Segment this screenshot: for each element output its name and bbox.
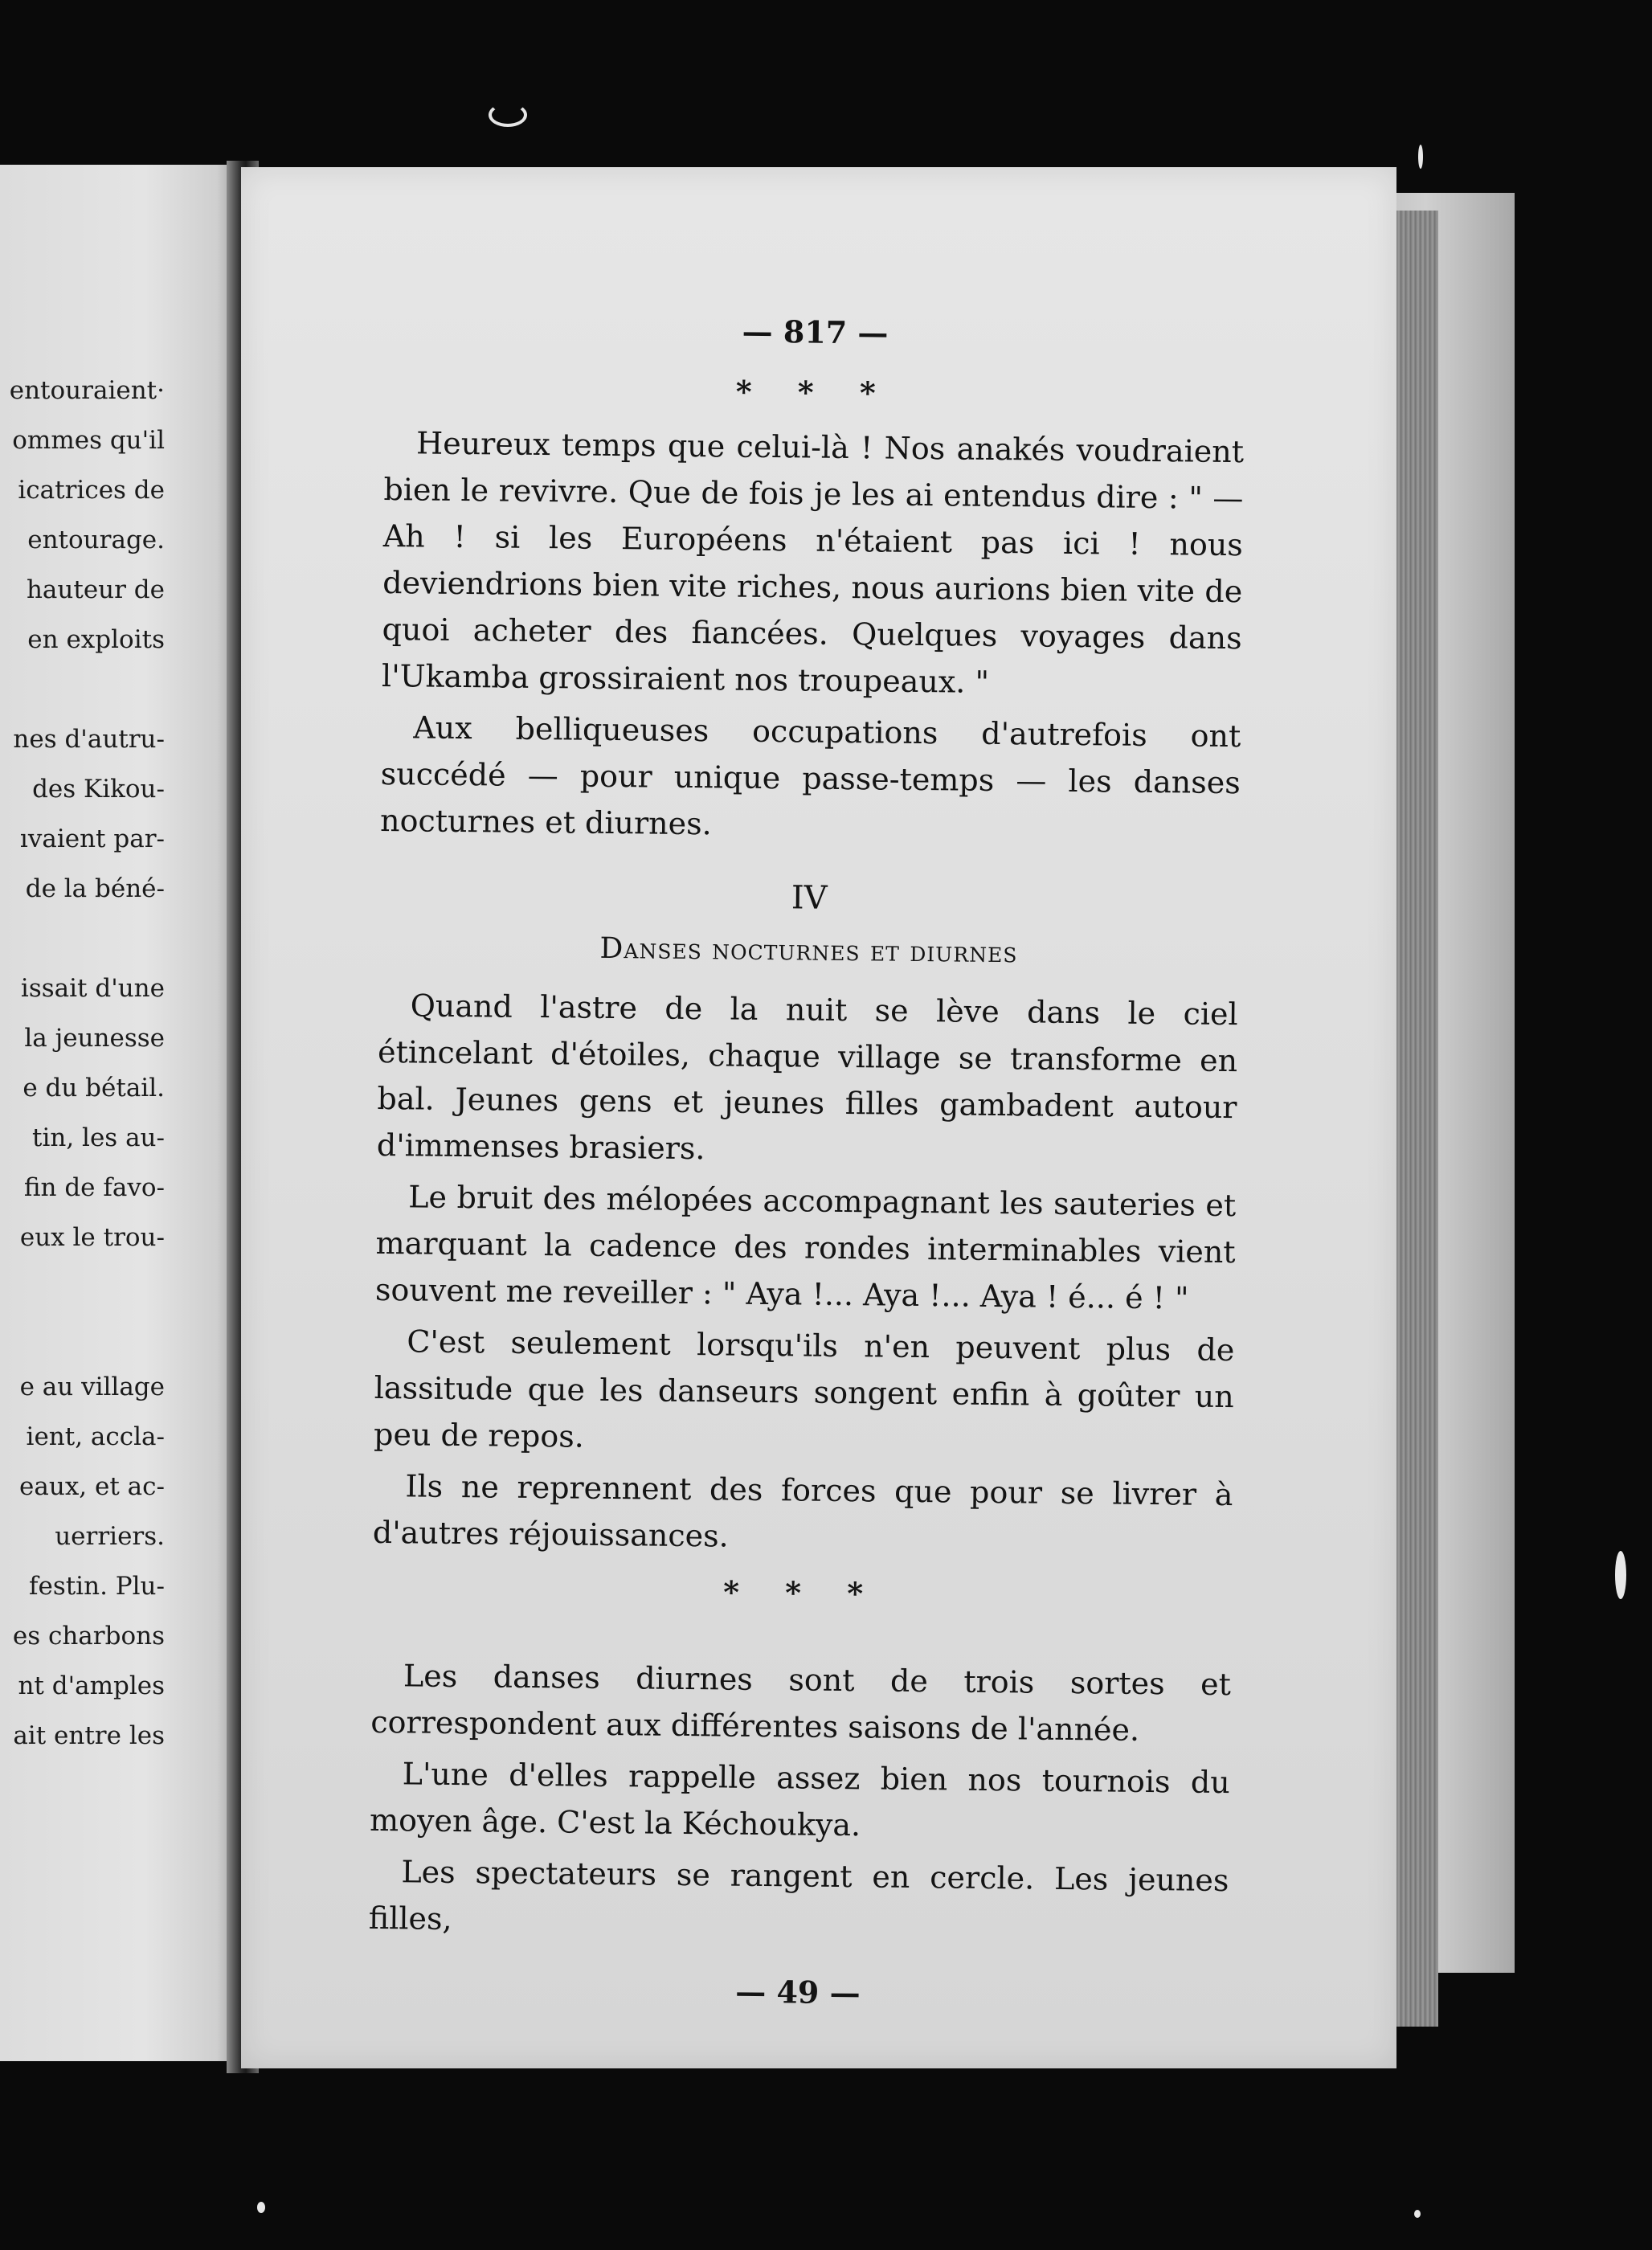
left-line: ient, accla- xyxy=(26,1422,165,1451)
signature-number: — 49 — xyxy=(735,1973,861,2011)
paragraph: Quand l'astre de la nuit se lève dans le ciel étincelant d'étoiles, chaque village se transforme en bal. Jeunes gens et jeunes filles gambadent autour d'immenses brasiers. xyxy=(376,988,1238,1167)
left-line: hauteur de xyxy=(26,575,165,604)
paragraph: C'est seulement lorsqu'ils n'en peuvent plus de lassitude que les danseurs songent enfin à goûter un peu de repos. xyxy=(373,1323,1235,1454)
film-speck xyxy=(1615,1551,1626,1599)
paragraph: Heureux temps que celui-là ! Nos anakés voudraient bien le revivre. Que de fois je les ai entendus dire : " — Ah ! si les Européens n'étaient pas ici ! nous deviendrions bien vite riches, nous aurions bien vite de quoi acheter des fiancées. Quelques voyages dans l'Ukamba grossiraient nos troupeaux. " xyxy=(381,425,1245,700)
left-line: issait d'une xyxy=(20,974,165,1003)
paragraph: Le bruit des mélopées accompagnant les sauteries et marquant la cadence des rondes interminables vient souvent me reveiller : " Aya !... Aya !... Aya ! é... é ! " xyxy=(374,1179,1237,1316)
left-line: festin. Plu- xyxy=(29,1572,165,1601)
left-line: eux le trou- xyxy=(19,1223,165,1252)
left-line: e au village xyxy=(19,1372,165,1401)
left-line: des Kikou- xyxy=(32,775,165,804)
left-line: eaux, et ac- xyxy=(19,1472,165,1501)
left-line: es charbons xyxy=(12,1622,165,1651)
left-line xyxy=(0,914,165,963)
film-speck xyxy=(1414,2210,1421,2218)
right-page xyxy=(241,167,1396,2068)
left-line xyxy=(0,1262,165,1312)
page-content xyxy=(368,296,1245,2029)
left-line: tin, les au- xyxy=(32,1123,165,1152)
chapter-number: IV xyxy=(791,879,828,917)
left-line: ait entre les xyxy=(13,1721,165,1750)
paragraph: L'une d'elles rappelle assez bien nos tournois du moyen âge. C'est la Kéchoukya. xyxy=(369,1756,1230,1843)
chapter-title: Danses nocturnes et diurnes xyxy=(599,931,1018,970)
section-separator: * * * xyxy=(735,373,894,411)
left-line: la jeunesse xyxy=(24,1024,165,1053)
left-line xyxy=(0,1312,165,1362)
left-line: uerriers. xyxy=(55,1522,165,1551)
left-line: en exploits xyxy=(27,625,165,654)
film-speck xyxy=(257,2202,265,2213)
left-line: nes d'autru- xyxy=(13,725,165,754)
left-line: e du bétail. xyxy=(22,1074,165,1102)
left-page-text xyxy=(0,366,165,1761)
paragraph: Ils ne reprennent des forces que pour se livrer à d'autres réjouissances. xyxy=(372,1468,1233,1554)
left-line: icatrices de xyxy=(18,476,165,505)
left-line: entouraient· xyxy=(9,376,165,405)
film-speck xyxy=(1418,145,1423,169)
page-number: — 817 — xyxy=(742,313,889,351)
left-line: de la béné- xyxy=(25,874,165,903)
left-line: ıvaient par- xyxy=(19,824,165,853)
film-speck xyxy=(489,103,527,127)
paragraph: Les danses diurnes sont de trois sortes et correspondent aux différentes saisons de l'année. xyxy=(370,1658,1232,1748)
paragraph: Aux belliqueuses occupations d'autrefois ont succédé — pour unique passe-temps — les danses nocturnes et diurnes. xyxy=(379,710,1241,842)
left-line: nt d'amples xyxy=(18,1671,165,1700)
left-line: entourage. xyxy=(27,526,165,554)
section-separator: * * * xyxy=(722,1573,881,1612)
left-line: fin de favo- xyxy=(23,1173,165,1202)
left-line xyxy=(0,665,165,714)
paragraph: Les spectateurs se rangent en cercle. Les jeunes filles, xyxy=(368,1854,1229,1937)
left-line: ommes qu'il xyxy=(12,426,165,455)
